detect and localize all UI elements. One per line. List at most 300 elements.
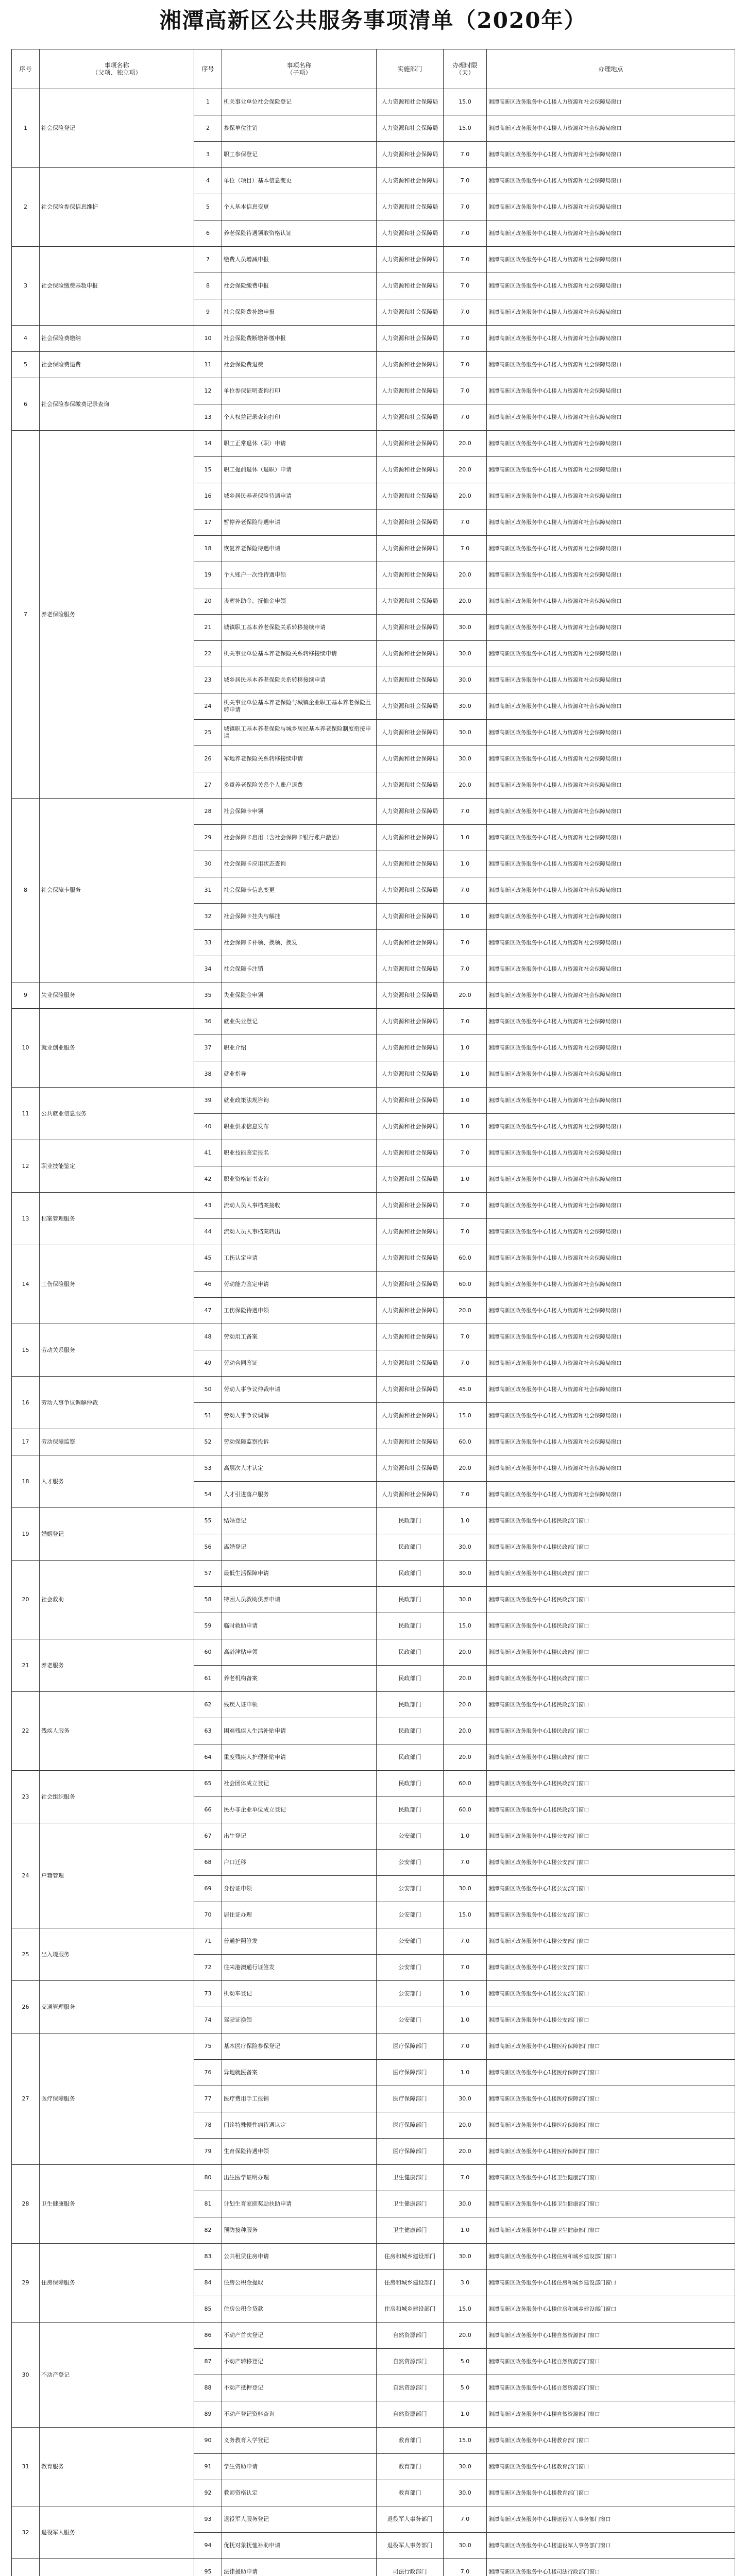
- cell-department: 人力资源和社会保障局: [377, 404, 444, 431]
- cell-time-limit: 7.0: [444, 194, 487, 221]
- cell-child-name: 出生登记: [222, 1823, 377, 1850]
- cell-child-index: 4: [194, 168, 222, 194]
- cell-department: 人力资源和社会保障局: [377, 1193, 444, 1219]
- cell-department: 人力资源和社会保障局: [377, 956, 444, 982]
- cell-department: 民政部门: [377, 1797, 444, 1823]
- cell-child-name: 职业供求信息发布: [222, 1114, 377, 1140]
- cell-location: 湘潭高新区政务服务中心1楼退役军人事务部门窗口: [487, 2533, 735, 2559]
- cell-location: 湘潭高新区政务服务中心1楼人力资源和社会保障局窗口: [487, 431, 735, 457]
- cell-child-index: 10: [194, 326, 222, 352]
- cell-time-limit: 7.0: [444, 2559, 487, 2576]
- cell-child-name: 劳动保障监察投诉: [222, 1429, 377, 1455]
- cell-time-limit: 30.0: [444, 1587, 487, 1613]
- cell-department: 民政部门: [377, 1587, 444, 1613]
- cell-time-limit: 7.0: [444, 247, 487, 273]
- cell-location: 湘潭高新区政务服务中心1楼人力资源和社会保障局窗口: [487, 904, 735, 930]
- cell-parent-name: 社会保障卡服务: [40, 799, 194, 982]
- cell-location: 湘潭高新区政务服务中心1楼人力资源和社会保障局窗口: [487, 930, 735, 956]
- header-department: 实施部门: [377, 49, 444, 89]
- cell-child-index: 33: [194, 930, 222, 956]
- cell-time-limit: 1.0: [444, 1823, 487, 1850]
- cell-child-name: 户口迁移: [222, 1850, 377, 1876]
- header-child-name: 事项名称 （子项）: [222, 49, 377, 89]
- cell-location: 湘潭高新区政务服务中心1楼自然资源部门窗口: [487, 2375, 735, 2401]
- cell-department: 自然资源部门: [377, 2375, 444, 2401]
- cell-department: 医疗保障部门: [377, 2033, 444, 2060]
- cell-child-index: 31: [194, 877, 222, 904]
- cell-location: 湘潭高新区政务服务中心1楼人力资源和社会保障局窗口: [487, 378, 735, 404]
- cell-time-limit: 20.0: [444, 2139, 487, 2165]
- cell-department: 人力资源和社会保障局: [377, 1035, 444, 1061]
- cell-child-name: 就业失业登记: [222, 1009, 377, 1035]
- cell-time-limit: 7.0: [444, 221, 487, 247]
- cell-time-limit: 7.0: [444, 404, 487, 431]
- cell-time-limit: 7.0: [444, 877, 487, 904]
- cell-time-limit: 20.0: [444, 2323, 487, 2349]
- cell-department: 公安部门: [377, 2007, 444, 2033]
- cell-department: 教育部门: [377, 2480, 444, 2506]
- table-row: [12, 1981, 735, 2007]
- cell-department: 司法行政部门: [377, 2559, 444, 2576]
- cell-location: 湘潭高新区政务服务中心1楼卫生健康部门窗口: [487, 2165, 735, 2191]
- cell-parent-name: 失业保险服务: [40, 982, 194, 1009]
- cell-department: 人力资源和社会保障局: [377, 1350, 444, 1377]
- cell-department: 人力资源和社会保障局: [377, 273, 444, 299]
- table-body: [12, 89, 735, 2576]
- cell-department: 人力资源和社会保障局: [377, 799, 444, 825]
- cell-department: 人力资源和社会保障局: [377, 1429, 444, 1455]
- table-row: [12, 1928, 735, 1955]
- cell-department: 医疗保障部门: [377, 2086, 444, 2112]
- cell-department: 人力资源和社会保障局: [377, 1166, 444, 1193]
- cell-location: 湘潭高新区政务服务中心1楼人力资源和社会保障局窗口: [487, 693, 735, 720]
- cell-department: 人力资源和社会保障局: [377, 510, 444, 536]
- cell-time-limit: 5.0: [444, 2375, 487, 2401]
- cell-child-index: 60: [194, 1639, 222, 1666]
- cell-time-limit: 30.0: [444, 667, 487, 693]
- cell-parent-index: 28: [12, 2165, 40, 2244]
- cell-child-name: 城乡居民养老保险待遇申请: [222, 483, 377, 510]
- cell-child-name: 职工参保登记: [222, 142, 377, 168]
- cell-child-name: 基本医疗保险参保登记: [222, 2033, 377, 2060]
- cell-child-index: 76: [194, 2060, 222, 2086]
- cell-parent-index: 26: [12, 1981, 40, 2033]
- cell-department: 民政部门: [377, 1692, 444, 1718]
- cell-time-limit: 7.0: [444, 299, 487, 326]
- cell-department: 人力资源和社会保障局: [377, 588, 444, 615]
- header-parent-name: 事项名称 （父项、独立项）: [40, 49, 194, 89]
- cell-parent-name: 社会保险费退费: [40, 352, 194, 378]
- cell-child-name: 不动产首次登记: [222, 2323, 377, 2349]
- cell-child-name: 身份证申领: [222, 1876, 377, 1902]
- cell-department: 自然资源部门: [377, 2323, 444, 2349]
- cell-department: 退役军人事务部门: [377, 2506, 444, 2533]
- cell-time-limit: 7.0: [444, 956, 487, 982]
- cell-time-limit: 30.0: [444, 746, 487, 772]
- cell-location: 湘潭高新区政务服务中心1楼公安部门窗口: [487, 1876, 735, 1902]
- cell-child-index: 63: [194, 1718, 222, 1744]
- cell-child-name: 特困人员救助供养申请: [222, 1587, 377, 1613]
- cell-parent-name: 残疾人服务: [40, 1692, 194, 1771]
- cell-department: 住房和城乡建设部门: [377, 2244, 444, 2270]
- cell-child-name: 社会保障卡注销: [222, 956, 377, 982]
- cell-child-name: 职业介绍: [222, 1035, 377, 1061]
- page-title: 湘潭高新区公共服务事项清单（2020年）: [159, 8, 587, 33]
- cell-department: 人力资源和社会保障局: [377, 693, 444, 720]
- cell-location: 湘潭高新区政务服务中心1楼退役军人事务部门窗口: [487, 2506, 735, 2533]
- cell-child-index: 15: [194, 457, 222, 483]
- cell-child-index: 58: [194, 1587, 222, 1613]
- cell-location: 湘潭高新区政务服务中心1楼自然资源部门窗口: [487, 2401, 735, 2428]
- cell-department: 人力资源和社会保障局: [377, 326, 444, 352]
- cell-child-index: 67: [194, 1823, 222, 1850]
- cell-time-limit: 1.0: [444, 2060, 487, 2086]
- cell-department: 人力资源和社会保障局: [377, 1219, 444, 1245]
- cell-time-limit: 1.0: [444, 2401, 487, 2428]
- cell-location: 湘潭高新区政务服务中心1楼人力资源和社会保障局窗口: [487, 483, 735, 510]
- cell-child-index: 11: [194, 352, 222, 378]
- cell-time-limit: 30.0: [444, 1876, 487, 1902]
- cell-location: 湘潭高新区政务服务中心1楼民政部门窗口: [487, 1718, 735, 1744]
- cell-department: 公安部门: [377, 1850, 444, 1876]
- cell-location: 湘潭高新区政务服务中心1楼人力资源和社会保障局窗口: [487, 510, 735, 536]
- cell-parent-index: 31: [12, 2428, 40, 2506]
- table-row: [12, 2244, 735, 2270]
- cell-child-name: 优抚对象抚恤补助申请: [222, 2533, 377, 2559]
- cell-parent-index: 18: [12, 1455, 40, 1508]
- table-row: [12, 1508, 735, 1534]
- cell-child-index: 95: [194, 2559, 222, 2576]
- cell-child-index: 42: [194, 1166, 222, 1193]
- cell-department: 退役军人事务部门: [377, 2533, 444, 2559]
- cell-child-index: 51: [194, 1403, 222, 1429]
- cell-child-index: 19: [194, 562, 222, 588]
- table-row: [12, 89, 735, 115]
- cell-department: 人力资源和社会保障局: [377, 615, 444, 641]
- cell-time-limit: 20.0: [444, 982, 487, 1009]
- cell-department: 人力资源和社会保障局: [377, 115, 444, 142]
- cell-parent-name: 医疗保障服务: [40, 2033, 194, 2165]
- cell-time-limit: 15.0: [444, 1613, 487, 1639]
- cell-department: 公安部门: [377, 1823, 444, 1850]
- cell-department: 教育部门: [377, 2428, 444, 2454]
- cell-time-limit: 45.0: [444, 1377, 487, 1403]
- cell-location: 湘潭高新区政务服务中心1楼人力资源和社会保障局窗口: [487, 1035, 735, 1061]
- cell-child-index: 12: [194, 378, 222, 404]
- cell-child-index: 57: [194, 1561, 222, 1587]
- cell-child-name: 机关事业单位基本养老保险关系转移接续申请: [222, 641, 377, 667]
- cell-parent-name: 档案管理服务: [40, 1193, 194, 1245]
- cell-child-name: 结婚登记: [222, 1508, 377, 1534]
- cell-child-name: 职工提前退休（退职）申请: [222, 457, 377, 483]
- cell-child-name: 预防接种服务: [222, 2217, 377, 2244]
- cell-child-name: 军地养老保险关系转移接续申请: [222, 746, 377, 772]
- table-row: [12, 1561, 735, 1587]
- cell-department: 人力资源和社会保障局: [377, 1009, 444, 1035]
- cell-time-limit: 7.0: [444, 1009, 487, 1035]
- cell-parent-name: 养老保险服务: [40, 431, 194, 799]
- cell-time-limit: 15.0: [444, 89, 487, 115]
- cell-department: 人力资源和社会保障局: [377, 378, 444, 404]
- cell-time-limit: 15.0: [444, 115, 487, 142]
- table-row: [12, 2323, 735, 2349]
- cell-child-name: 城镇职工基本养老保险与城乡居民基本养老保险制度衔接申请: [222, 720, 377, 746]
- cell-department: 人力资源和社会保障局: [377, 1455, 444, 1482]
- cell-time-limit: 30.0: [444, 1561, 487, 1587]
- cell-child-name: 学生资助申请: [222, 2454, 377, 2480]
- cell-location: 湘潭高新区政务服务中心1楼人力资源和社会保障局窗口: [487, 194, 735, 221]
- cell-location: 湘潭高新区政务服务中心1楼人力资源和社会保障局窗口: [487, 982, 735, 1009]
- cell-child-index: 66: [194, 1797, 222, 1823]
- cell-child-index: 62: [194, 1692, 222, 1718]
- cell-parent-index: 22: [12, 1692, 40, 1771]
- cell-child-name: 人才引进落户服务: [222, 1482, 377, 1508]
- table-row: [12, 1639, 735, 1666]
- cell-child-name: 出生医学证明办理: [222, 2165, 377, 2191]
- cell-child-index: 22: [194, 641, 222, 667]
- cell-location: 湘潭高新区政务服务中心1楼医疗保障部门窗口: [487, 2139, 735, 2165]
- cell-department: 人力资源和社会保障局: [377, 982, 444, 1009]
- cell-child-index: 47: [194, 1298, 222, 1324]
- cell-location: 湘潭高新区政务服务中心1楼人力资源和社会保障局窗口: [487, 1324, 735, 1350]
- cell-parent-name: 社会救助: [40, 1561, 194, 1639]
- cell-department: 人力资源和社会保障局: [377, 1088, 444, 1114]
- cell-location: 湘潭高新区政务服务中心1楼卫生健康部门窗口: [487, 2217, 735, 2244]
- cell-department: 人力资源和社会保障局: [377, 641, 444, 667]
- cell-parent-name: 户籍管理: [40, 1823, 194, 1928]
- cell-department: 人力资源和社会保障局: [377, 720, 444, 746]
- cell-time-limit: 1.0: [444, 1166, 487, 1193]
- cell-department: 人力资源和社会保障局: [377, 431, 444, 457]
- cell-location: 湘潭高新区政务服务中心1楼教育部门窗口: [487, 2428, 735, 2454]
- cell-time-limit: 30.0: [444, 2086, 487, 2112]
- cell-parent-name: 出入境服务: [40, 1928, 194, 1981]
- table-row: [12, 2428, 735, 2454]
- cell-parent-index: 9: [12, 982, 40, 1009]
- cell-time-limit: 7.0: [444, 2506, 487, 2533]
- cell-child-name: 居住证办理: [222, 1902, 377, 1928]
- cell-child-name: 民办非企业单位成立登记: [222, 1797, 377, 1823]
- cell-parent-index: 16: [12, 1377, 40, 1429]
- cell-child-name: 住房公积金提取: [222, 2270, 377, 2296]
- cell-child-index: 3: [194, 142, 222, 168]
- cell-child-name: 往来港澳通行证签发: [222, 1955, 377, 1981]
- cell-child-index: 59: [194, 1613, 222, 1639]
- cell-location: 湘潭高新区政务服务中心1楼人力资源和社会保障局窗口: [487, 1061, 735, 1088]
- cell-child-name: 社会保障卡补领、换领、换发: [222, 930, 377, 956]
- cell-location: 湘潭高新区政务服务中心1楼人力资源和社会保障局窗口: [487, 1193, 735, 1219]
- cell-parent-name: 劳动关系服务: [40, 1324, 194, 1377]
- cell-child-name: 养老机构备案: [222, 1666, 377, 1692]
- cell-department: 医疗保障部门: [377, 2112, 444, 2139]
- cell-child-index: 43: [194, 1193, 222, 1219]
- cell-time-limit: 7.0: [444, 1482, 487, 1508]
- cell-child-name: 职工正常退休（职）申请: [222, 431, 377, 457]
- cell-child-name: 机关事业单位社会保险登记: [222, 89, 377, 115]
- cell-department: 住房和城乡建设部门: [377, 2296, 444, 2323]
- cell-child-name: 社会保障卡挂失与解挂: [222, 904, 377, 930]
- cell-time-limit: 5.0: [444, 2349, 487, 2375]
- cell-time-limit: 1.0: [444, 1114, 487, 1140]
- cell-time-limit: 15.0: [444, 1902, 487, 1928]
- cell-department: 人力资源和社会保障局: [377, 562, 444, 588]
- cell-time-limit: 7.0: [444, 1219, 487, 1245]
- cell-child-index: 79: [194, 2139, 222, 2165]
- cell-time-limit: 7.0: [444, 1193, 487, 1219]
- cell-time-limit: 30.0: [444, 720, 487, 746]
- cell-time-limit: 20.0: [444, 1455, 487, 1482]
- cell-child-index: 69: [194, 1876, 222, 1902]
- header-time-limit: 办理时限 （天）: [444, 49, 487, 89]
- cell-department: 民政部门: [377, 1613, 444, 1639]
- cell-department: 民政部门: [377, 1508, 444, 1534]
- cell-child-index: 90: [194, 2428, 222, 2454]
- cell-time-limit: 20.0: [444, 588, 487, 615]
- cell-location: 湘潭高新区政务服务中心1楼民政部门窗口: [487, 1797, 735, 1823]
- cell-location: 湘潭高新区政务服务中心1楼人力资源和社会保障局窗口: [487, 1009, 735, 1035]
- cell-child-name: 医疗费用手工报销: [222, 2086, 377, 2112]
- cell-department: 人力资源和社会保障局: [377, 1377, 444, 1403]
- cell-department: 人力资源和社会保障局: [377, 1140, 444, 1166]
- cell-parent-index: 25: [12, 1928, 40, 1981]
- cell-child-index: 78: [194, 2112, 222, 2139]
- cell-child-index: 38: [194, 1061, 222, 1088]
- table-row: [12, 1245, 735, 1272]
- cell-parent-index: 30: [12, 2323, 40, 2428]
- cell-department: 人力资源和社会保障局: [377, 89, 444, 115]
- cell-child-name: 驾驶证换领: [222, 2007, 377, 2033]
- cell-child-name: 离婚登记: [222, 1534, 377, 1561]
- cell-parent-index: 10: [12, 1009, 40, 1088]
- cell-time-limit: 20.0: [444, 1744, 487, 1771]
- cell-department: 人力资源和社会保障局: [377, 168, 444, 194]
- cell-parent-name: 社会保险费缴纳: [40, 326, 194, 352]
- cell-child-name: 计划生育家庭奖励扶助申请: [222, 2191, 377, 2217]
- cell-parent-index: 27: [12, 2033, 40, 2165]
- cell-child-index: 56: [194, 1534, 222, 1561]
- cell-parent-index: 23: [12, 1771, 40, 1823]
- cell-location: 湘潭高新区政务服务中心1楼人力资源和社会保障局窗口: [487, 221, 735, 247]
- cell-child-index: 72: [194, 1955, 222, 1981]
- cell-child-name: 高龄津贴申领: [222, 1639, 377, 1666]
- cell-child-index: 5: [194, 194, 222, 221]
- cell-child-index: 82: [194, 2217, 222, 2244]
- cell-parent-index: 11: [12, 1088, 40, 1140]
- cell-time-limit: 7.0: [444, 1850, 487, 1876]
- cell-parent-name: 公共就业信息服务: [40, 1088, 194, 1140]
- cell-time-limit: 30.0: [444, 693, 487, 720]
- cell-time-limit: 20.0: [444, 1666, 487, 1692]
- cell-department: 公安部门: [377, 1981, 444, 2007]
- cell-location: 湘潭高新区政务服务中心1楼人力资源和社会保障局窗口: [487, 352, 735, 378]
- cell-location: 湘潭高新区政务服务中心1楼民政部门窗口: [487, 1561, 735, 1587]
- cell-child-index: 30: [194, 851, 222, 877]
- cell-parent-index: 29: [12, 2244, 40, 2323]
- cell-child-name: 个人权益记录查询打印: [222, 404, 377, 431]
- cell-time-limit: 3.0: [444, 2270, 487, 2296]
- cell-location: 湘潭高新区政务服务中心1楼人力资源和社会保障局窗口: [487, 1272, 735, 1298]
- cell-department: 人力资源和社会保障局: [377, 1272, 444, 1298]
- cell-child-index: 87: [194, 2349, 222, 2375]
- cell-time-limit: 15.0: [444, 2428, 487, 2454]
- cell-child-name: 劳动合同鉴证: [222, 1350, 377, 1377]
- cell-child-index: 14: [194, 431, 222, 457]
- table-row: [12, 168, 735, 194]
- cell-child-name: 恢复养老保险待遇申请: [222, 536, 377, 562]
- cell-child-name: 单位（项目）基本信息变更: [222, 168, 377, 194]
- cell-child-index: 86: [194, 2323, 222, 2349]
- cell-location: 湘潭高新区政务服务中心1楼公安部门窗口: [487, 1902, 735, 1928]
- cell-department: 人力资源和社会保障局: [377, 194, 444, 221]
- cell-child-index: 7: [194, 247, 222, 273]
- cell-parent-index: 7: [12, 431, 40, 799]
- cell-location: 湘潭高新区政务服务中心1楼人力资源和社会保障局窗口: [487, 142, 735, 168]
- cell-child-index: 25: [194, 720, 222, 746]
- cell-child-index: 68: [194, 1850, 222, 1876]
- cell-location: 湘潭高新区政务服务中心1楼人力资源和社会保障局窗口: [487, 1140, 735, 1166]
- cell-time-limit: 30.0: [444, 641, 487, 667]
- cell-parent-index: 14: [12, 1245, 40, 1324]
- cell-parent-name: 社会组织服务: [40, 1771, 194, 1823]
- cell-location: 湘潭高新区政务服务中心1楼民政部门窗口: [487, 1587, 735, 1613]
- cell-child-index: 46: [194, 1272, 222, 1298]
- cell-child-index: 29: [194, 825, 222, 851]
- cell-location: 湘潭高新区政务服务中心1楼自然资源部门窗口: [487, 2349, 735, 2375]
- cell-location: 湘潭高新区政务服务中心1楼公安部门窗口: [487, 1955, 735, 1981]
- cell-time-limit: 20.0: [444, 457, 487, 483]
- cell-department: 自然资源部门: [377, 2401, 444, 2428]
- cell-child-index: 17: [194, 510, 222, 536]
- cell-time-limit: 7.0: [444, 799, 487, 825]
- cell-parent-name: 职业技能鉴定: [40, 1140, 194, 1193]
- cell-child-index: 75: [194, 2033, 222, 2060]
- cell-time-limit: 7.0: [444, 1324, 487, 1350]
- cell-location: 湘潭高新区政务服务中心1楼人力资源和社会保障局窗口: [487, 720, 735, 746]
- cell-time-limit: 60.0: [444, 1429, 487, 1455]
- cell-location: 湘潭高新区政务服务中心1楼人力资源和社会保障局窗口: [487, 772, 735, 799]
- cell-child-name: 困难残疾人生活补贴申请: [222, 1718, 377, 1744]
- cell-time-limit: 1.0: [444, 1088, 487, 1114]
- cell-child-name: 社会保障卡申领: [222, 799, 377, 825]
- cell-child-index: 64: [194, 1744, 222, 1771]
- cell-department: 人力资源和社会保障局: [377, 247, 444, 273]
- cell-parent-index: 17: [12, 1429, 40, 1455]
- cell-parent-index: 24: [12, 1823, 40, 1928]
- cell-location: 湘潭高新区政务服务中心1楼人力资源和社会保障局窗口: [487, 1088, 735, 1114]
- cell-child-name: 多重养老保险关系个人账户退费: [222, 772, 377, 799]
- cell-time-limit: 20.0: [444, 562, 487, 588]
- cell-child-index: 6: [194, 221, 222, 247]
- cell-location: 湘潭高新区政务服务中心1楼教育部门窗口: [487, 2454, 735, 2480]
- cell-time-limit: 30.0: [444, 2191, 487, 2217]
- cell-time-limit: 7.0: [444, 1350, 487, 1377]
- cell-child-name: 临时救助申请: [222, 1613, 377, 1639]
- cell-child-name: 失业保险金申领: [222, 982, 377, 1009]
- cell-parent-name: 社会保险登记: [40, 89, 194, 168]
- cell-child-index: 49: [194, 1350, 222, 1377]
- cell-child-index: 93: [194, 2506, 222, 2533]
- cell-department: 住房和城乡建设部门: [377, 2270, 444, 2296]
- table-header-row: [12, 49, 735, 89]
- cell-child-name: 生育保险待遇申领: [222, 2139, 377, 2165]
- cell-parent-name: 社会保险参保信息维护: [40, 168, 194, 247]
- cell-child-index: 55: [194, 1508, 222, 1534]
- cell-department: 人力资源和社会保障局: [377, 299, 444, 326]
- cell-parent-index: [12, 2559, 40, 2576]
- cell-time-limit: 7.0: [444, 168, 487, 194]
- cell-child-name: 教师资格认定: [222, 2480, 377, 2506]
- cell-child-name: 社会保障卡应用状态查询: [222, 851, 377, 877]
